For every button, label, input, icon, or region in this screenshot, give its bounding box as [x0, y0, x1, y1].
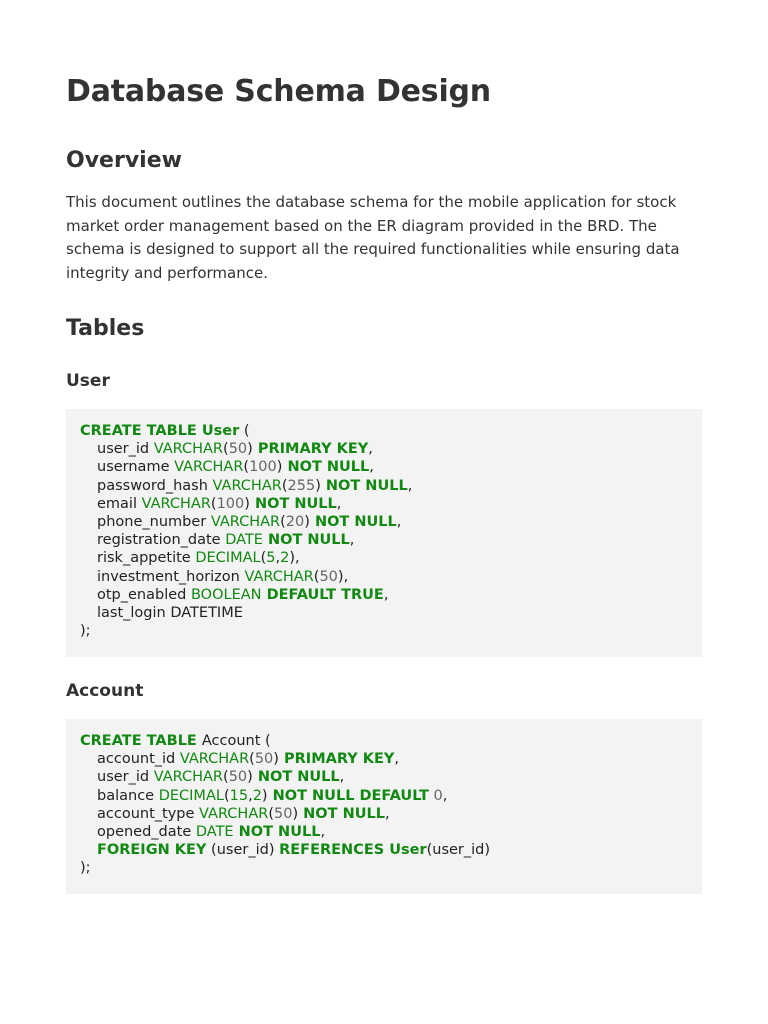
sql-column-line: [80, 586, 702, 604]
type-argument: 50: [228, 441, 248, 458]
sql-create-line: [80, 422, 702, 440]
sql-punctuation: (: [260, 550, 267, 567]
page-title: Database Schema Design: [66, 74, 491, 109]
sql-column-line: [80, 513, 702, 531]
column-name: account_id: [97, 751, 180, 768]
tables-heading: Tables: [66, 316, 145, 341]
column-constraint: NOT NULL: [252, 769, 340, 786]
column-name: risk_appetite: [97, 550, 196, 567]
sql-punctuation: (: [280, 513, 286, 530]
column-name: balance: [97, 787, 159, 804]
sql-punctuation: ,: [343, 568, 349, 585]
column-name: otp_enabled: [97, 586, 191, 603]
column-type: BOOLEAN: [190, 586, 262, 603]
sql-punctuation: ,: [349, 532, 355, 549]
overview-heading: Overview: [66, 148, 182, 173]
column-type: DECIMAL: [195, 550, 261, 567]
account-table-code-block: [66, 719, 702, 894]
fk-ref-column: (user_id): [426, 842, 491, 859]
sql-closing-line: [80, 859, 702, 877]
type-argument: 50: [254, 751, 274, 768]
column-type: VARCHAR: [141, 495, 211, 512]
column-name: username: [97, 459, 175, 476]
account-table-heading: Account: [66, 681, 144, 701]
sql-keyword: REFERENCES: [279, 842, 390, 859]
type-argument: 100: [249, 459, 277, 476]
column-type: DATE: [225, 532, 263, 549]
sql-punctuation: (: [249, 751, 255, 768]
column-constraint: DEFAULT TRUE: [261, 586, 384, 603]
type-argument: 255: [287, 477, 316, 494]
sql-keyword: CREATE TABLE: [80, 733, 202, 749]
sql-column-line: [80, 495, 702, 513]
sql-closing-line: [80, 622, 702, 640]
type-argument: 2: [280, 550, 290, 567]
sql-punctuation: ): [337, 568, 344, 585]
column-type: DATE: [195, 823, 234, 840]
fk-ref-table: User: [389, 842, 427, 859]
sql-create-line: [80, 732, 702, 750]
column-name: user_id: [97, 441, 154, 458]
column-type: VARCHAR: [210, 513, 281, 530]
sql-punctuation: ,: [407, 477, 413, 494]
sql-punctuation: ): [304, 513, 310, 530]
type-argument: 50: [274, 805, 293, 822]
sql-punctuation: (: [260, 733, 271, 749]
sql-column-line: [80, 750, 702, 768]
sql-punctuation: (: [210, 495, 217, 512]
sql-column-line: [80, 531, 702, 549]
type-argument: 100: [216, 495, 245, 512]
column-constraint: NOT NULL: [249, 495, 337, 512]
column-name: investment_horizon: [97, 568, 245, 585]
sql-punctuation: ): [315, 477, 321, 494]
sql-punctuation: ,: [396, 513, 402, 530]
sql-punctuation: (: [223, 787, 230, 804]
column-type: VARCHAR: [153, 441, 224, 458]
column-name: phone_number: [97, 513, 211, 530]
sql-punctuation: ,: [336, 495, 342, 512]
column-constraint: PRIMARY KEY: [252, 441, 369, 458]
sql-punctuation: (: [223, 441, 229, 458]
sql-punctuation: ,: [339, 769, 345, 786]
column-type: DATETIME: [170, 604, 243, 621]
sql-keyword: CREATE TABLE: [80, 423, 202, 439]
sql-punctuation: ,: [394, 751, 400, 768]
column-name: last_login: [97, 604, 171, 621]
type-argument: 5: [266, 550, 276, 567]
type-argument: 15: [229, 787, 249, 804]
sql-punctuation: (: [313, 568, 320, 585]
sql-column-line: [80, 768, 702, 786]
sql-punctuation: ): [244, 495, 250, 512]
column-constraint: NOT NULL: [298, 805, 385, 822]
sql-keyword: FOREIGN KEY: [97, 842, 207, 859]
user-table-heading: User: [66, 371, 110, 391]
sql-column-line: [80, 604, 702, 622]
sql-column-line: [80, 477, 702, 495]
column-type: VARCHAR: [174, 459, 244, 476]
sql-punctuation: ,: [384, 805, 390, 822]
sql-punctuation: ): [289, 550, 296, 567]
sql-punctuation: (: [239, 423, 250, 439]
sql-punctuation: ,: [320, 823, 326, 840]
column-constraint: NOT NULL: [262, 532, 350, 549]
sql-punctuation: ,: [275, 550, 281, 567]
fk-column: (user_id): [206, 842, 280, 859]
sql-punctuation: (: [281, 477, 288, 494]
type-argument: 50: [228, 769, 248, 786]
column-name: account_type: [97, 805, 200, 822]
column-type: VARCHAR: [179, 751, 250, 768]
sql-column-line: [80, 805, 702, 823]
sql-punctuation: ,: [442, 787, 448, 804]
sql-column-line: [80, 440, 702, 458]
overview-paragraph: This document outlines the database schema for the mobile application for stock market order management based on the ER diagram provided in the BRD. The schema is designed to support all the required functionalities while ensuring data integrity and performance.: [66, 193, 680, 282]
sql-punctuation: ,: [248, 787, 253, 804]
table-name: Account: [201, 733, 261, 749]
type-argument: 20: [285, 513, 305, 530]
column-type: DECIMAL: [158, 787, 224, 804]
column-constraint: NOT NULL: [309, 513, 397, 530]
sql-punctuation: ,: [369, 459, 374, 476]
sql-punctuation: ,: [368, 441, 373, 458]
column-constraint: NOT NULL: [282, 459, 370, 476]
column-constraint: NOT NULL: [233, 823, 321, 840]
sql-column-line: [80, 568, 702, 586]
sql-punctuation: (: [243, 459, 250, 476]
sql-punctuation: ,: [383, 586, 389, 603]
sql-punctuation: (: [223, 769, 229, 786]
column-type: VARCHAR: [153, 769, 224, 786]
column-type: VARCHAR: [199, 805, 269, 822]
column-type: VARCHAR: [212, 477, 282, 494]
sql-punctuation: ): [261, 787, 268, 804]
column-name: password_hash: [97, 477, 213, 494]
sql-column-line: [80, 787, 702, 805]
table-name: User: [201, 423, 240, 439]
sql-punctuation: ): [276, 459, 283, 476]
sql-punctuation: );: [80, 623, 91, 640]
default-value: 0: [428, 787, 443, 804]
type-argument: 50: [319, 568, 338, 585]
sql-punctuation: (: [268, 805, 274, 822]
column-name: opened_date: [97, 823, 196, 840]
sql-column-line: [80, 458, 702, 476]
column-constraint: PRIMARY KEY: [278, 751, 395, 768]
sql-column-line: [80, 549, 702, 567]
column-name: user_id: [97, 769, 154, 786]
column-constraint: NOT NULL: [320, 477, 408, 494]
sql-foreign-key-line: [80, 841, 702, 859]
sql-punctuation: );: [80, 860, 91, 877]
user-table-code-block: [66, 409, 702, 657]
sql-punctuation: ): [292, 805, 299, 822]
sql-punctuation: ): [247, 441, 253, 458]
sql-punctuation: ): [273, 751, 279, 768]
sql-punctuation: ): [247, 769, 253, 786]
sql-punctuation: ,: [295, 550, 300, 567]
column-name: registration_date: [97, 532, 226, 549]
type-argument: 2: [252, 787, 262, 804]
column-type: VARCHAR: [244, 568, 314, 585]
sql-column-line: [80, 823, 702, 841]
column-name: email: [97, 495, 142, 512]
column-constraint: NOT NULL DEFAULT: [267, 787, 429, 804]
